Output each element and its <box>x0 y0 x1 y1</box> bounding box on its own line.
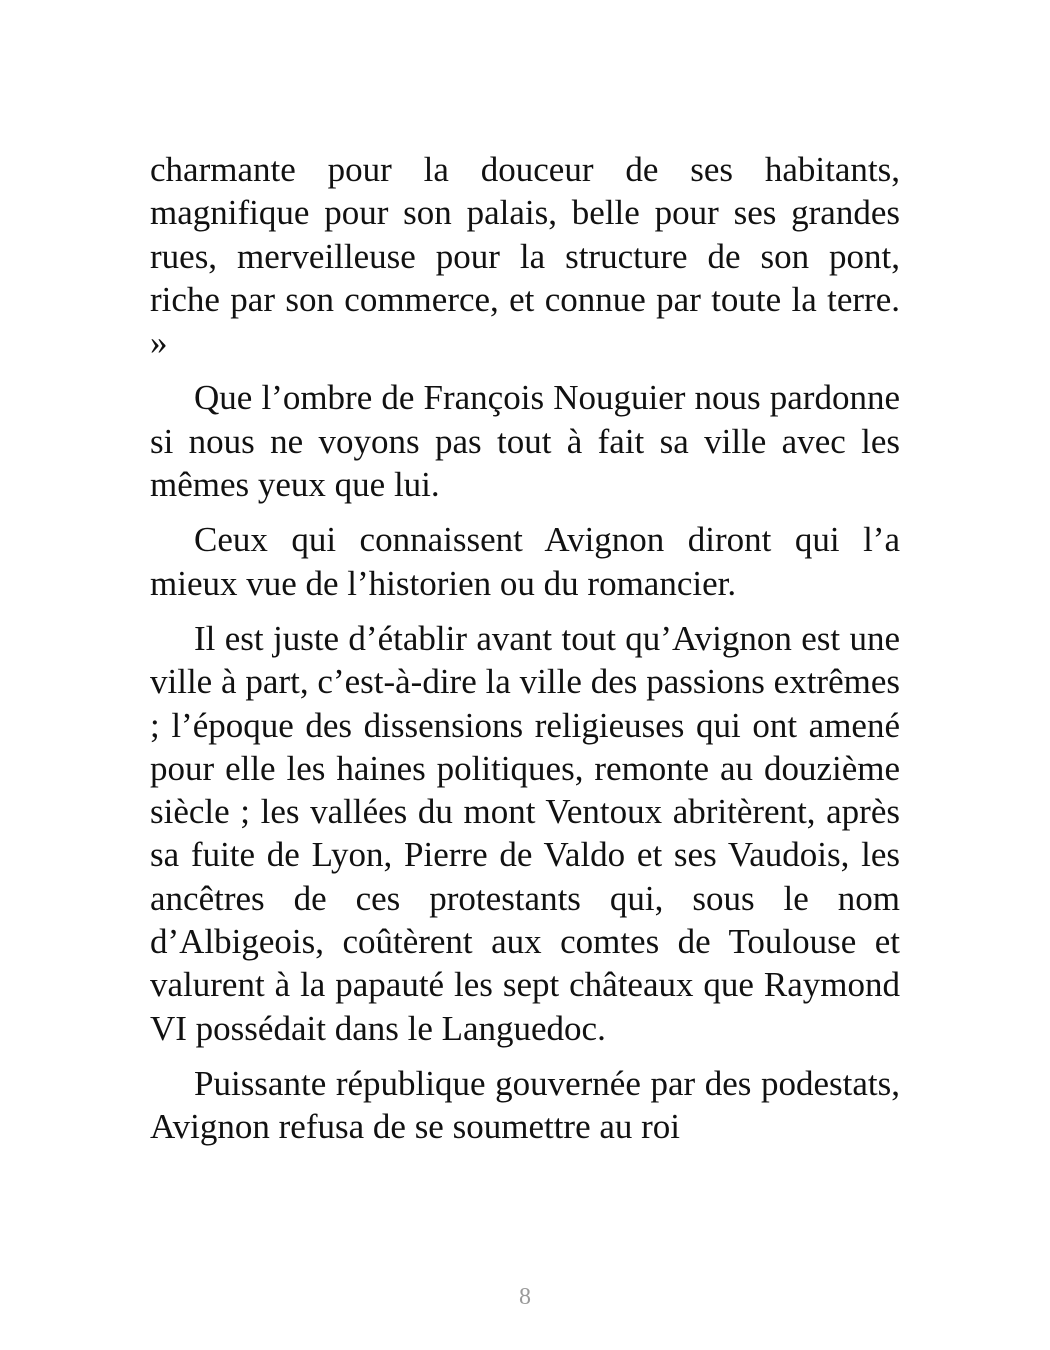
paragraph-history: Il est juste d’établir avant tout qu’Avignon est une ville à part, c’est-à-dire la ville des passions extrêmes ; l’époque des dissensions religieuses qui ont amené pour elle les haines politiques, remonte au douzième siècle ; les vallées du mont Ventoux abritèrent, après sa fuite de Lyon, Pierre de Valdo et ses Vaudois, les ancêtres de ces protestants qui, sous le nom d’Albigeois, coûtèrent aux comtes de Toulouse et valurent à la papauté les sept châteaux que Raymond VI possédait dans le Languedoc. <box>150 618 900 1048</box>
paragraph-continuation: charmante pour la douceur de ses habitants, magnifique pour son palais, belle pour ses grandes rues, merveilleuse pour la structure de son pont, riche par son commerce, et connue par toute la terre. » <box>150 150 900 363</box>
paragraph-nouguier: Que l’ombre de François Nouguier nous pardonne si nous ne voyons pas tout à fait sa ville avec les mêmes yeux que lui. <box>150 378 900 505</box>
paragraph-avignon-view: Ceux qui connaissent Avignon diront qui l’a mieux vue de l’historien ou du romancier. <box>150 520 900 603</box>
page-number: 8 <box>519 1284 531 1310</box>
page-body <box>150 148 900 1161</box>
paragraph-republic: Puissante république gouvernée par des podestats, Avignon refusa de se soumettre au roi <box>150 1063 900 1147</box>
